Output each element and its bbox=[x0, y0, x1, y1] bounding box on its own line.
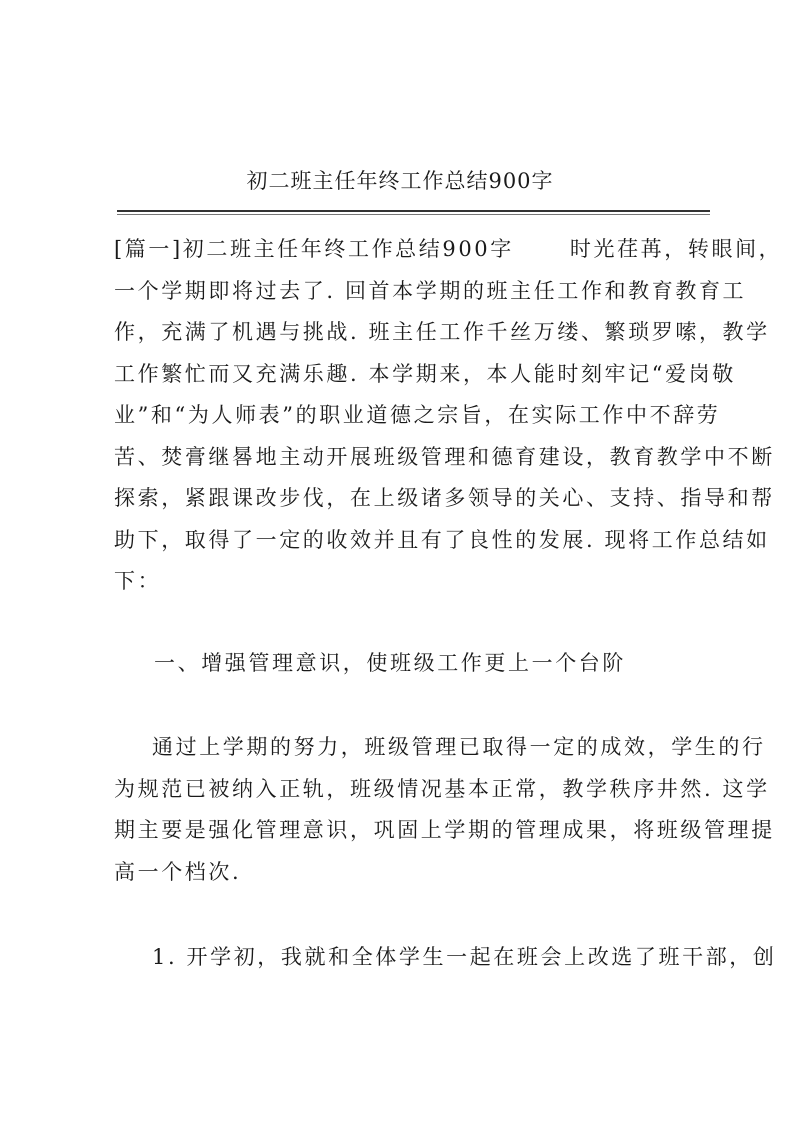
body-line: 下： bbox=[114, 569, 162, 593]
body-line: 通过上学期的努力，班级管理已取得一定的成效，学生的行 bbox=[152, 735, 766, 759]
body-line: 高一个档次. bbox=[114, 859, 242, 884]
title-rule-thick bbox=[117, 210, 710, 212]
section-heading: 一、增强管理意识，使班级工作更上一个台阶 bbox=[154, 651, 626, 675]
body-line: 作，充满了机遇与挑战. 班主任工作千丝万缕、繁琐罗嗦，教学 bbox=[114, 320, 770, 344]
document-body bbox=[114, 229, 783, 603]
body-line: 一个学期即将过去了. 回首本学期的班主任工作和教育教育工 bbox=[114, 278, 747, 303]
body-line: 为规范已被纳入正轨，班级情况基本正常，教学秩序井然. 这学 bbox=[114, 776, 770, 801]
body-line: 苦、焚膏继晷地主动开展班级管理和德育建设，教育教学中不断 bbox=[114, 444, 775, 469]
body-line: 工作繁忙而又充满乐趣. 本学期来，本人能时刻牢记“爱岗敬 bbox=[114, 361, 736, 386]
body-line: 助下，取得了一定的收效并且有了良性的发展. 现将工作总结如 bbox=[114, 527, 770, 552]
paragraph-3 bbox=[114, 937, 777, 979]
body-line: [篇一]初二班主任年终工作总结900字 时光荏苒，转眼间， bbox=[114, 237, 783, 261]
title-rule-thin bbox=[117, 214, 710, 215]
body-line: 1. 开学初，我就和全体学生一起在班会上改选了班干部，创 bbox=[152, 945, 777, 969]
article-label: [篇一]初二班主任年终工作总结900字 bbox=[114, 237, 514, 261]
body-line: 期主要是强化管理意识，巩固上学期的管理成果，将班级管理提 bbox=[114, 818, 775, 842]
body-line: 业”和“为人师表”的职业道德之宗旨，在实际工作中不辞劳 bbox=[114, 403, 721, 427]
body-line: 探索，紧跟课改步伐，在上级诸多领导的关心、支持、指导和帮 bbox=[114, 486, 775, 510]
document-title: 初二班主任年终工作总结900字 bbox=[246, 169, 554, 193]
paragraph-2 bbox=[114, 727, 775, 893]
